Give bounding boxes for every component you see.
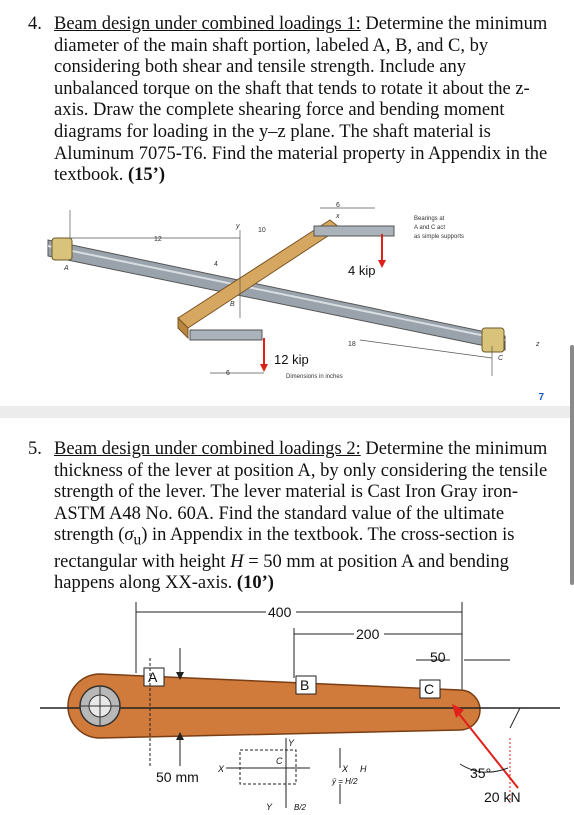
load-label-12kip: 12 kip — [274, 352, 309, 367]
problem-5-body — [54, 439, 548, 595]
scrollbar[interactable] — [570, 345, 574, 585]
dim-12: 12 — [154, 236, 162, 243]
load-arrowhead-12kip — [260, 364, 268, 372]
load-label-4kip: 4 kip — [348, 263, 376, 278]
dim-200: 200 — [356, 626, 380, 642]
dim-50: 50 — [430, 649, 446, 665]
dim-18: 18 — [348, 341, 356, 348]
label-a: A — [64, 265, 69, 272]
label-y: y — [236, 223, 240, 230]
problem-4-number: 4. — [28, 14, 42, 34]
bearing-c — [482, 328, 504, 352]
problem-4-body — [54, 14, 548, 187]
label-h: H — [360, 764, 367, 774]
dim-400: 400 — [268, 604, 292, 620]
dim-6-top: 6 — [336, 202, 340, 209]
bearing-note-3: as simple supports — [414, 234, 465, 240]
label-b: B — [230, 301, 235, 308]
problem-4-text: Determine the minimum diameter of the main shaft portion, labeled A, B, and C, by considering both shear and tensile strength. Include any unbalanced torque on the shaft that tends to rotate it about the z-axis. Draw the complete shearing force and bending moment diagrams for loading in the y–z plane. The shaft material is Aluminum 7075-T6. Find the material property in Appendix in the textbook. — [54, 14, 548, 186]
label-b2: B/2 — [294, 803, 307, 812]
problem-4-points: (15’) — [128, 165, 165, 186]
problem-4-title: Beam design under combined loadings 1: — [54, 14, 361, 34]
bearing-note-1: Bearings at — [414, 216, 445, 222]
label-z: z — [536, 341, 540, 348]
axis-x-left: X — [218, 764, 225, 774]
label-c: C — [424, 681, 435, 697]
bearing-a — [52, 238, 72, 260]
section-centroid-label: C — [276, 756, 283, 766]
page-number: 7 — [538, 392, 544, 403]
problem-4 — [28, 14, 548, 187]
bearing-note-2: A and C act — [414, 225, 446, 231]
label-a: A — [148, 669, 158, 685]
angle-label: 35° — [470, 765, 492, 781]
problem-5-text-2: ) in Appendix in the textbook. The cross-section is rectangular with height — [54, 525, 515, 572]
problem-5-text-1: Determine the minimum thickness of the lever at position A, by only considering the tensile strength of the lever. The lever material is Cast Iron Gray iron-ASTM A48 No. 60A. Find the standard value of the ultimate strength ( — [54, 439, 548, 546]
page-separator — [0, 406, 574, 418]
sigma-symbol: σ — [124, 525, 134, 546]
cross-section-outline — [240, 750, 296, 784]
problem-5-text-3: = 50 mm at position A and bending happens along XX-axis. — [54, 551, 509, 594]
dims-note: Dimensions in inches — [286, 374, 343, 380]
axis-x-right: X — [342, 764, 349, 774]
label-ybar: ȳ = H/2 — [332, 777, 358, 786]
force-tail — [510, 708, 520, 728]
h-symbol: H — [230, 551, 244, 572]
dim-50mm: 50 mm — [156, 769, 199, 785]
label-b: B — [300, 677, 310, 693]
label-x: x — [336, 213, 340, 220]
problem-5-points: (10’) — [236, 573, 274, 594]
force-label: 20 kN — [484, 789, 521, 805]
load-arrowhead-4kip — [378, 260, 386, 268]
problem-5-figure — [40, 598, 560, 813]
lever-body — [68, 674, 480, 738]
label-c: C — [498, 355, 504, 362]
sigma-subscript: u — [133, 532, 142, 550]
arm-lower — [190, 330, 262, 340]
dim-6-bottom: 6 — [226, 370, 230, 377]
axis-y-top: Y — [288, 738, 295, 748]
problem-5-title: Beam design under combined loadings 2: — [54, 439, 361, 459]
problem-5-number: 5. — [28, 439, 42, 459]
problem-5 — [28, 439, 548, 595]
axis-y-bottom: Y — [266, 802, 273, 812]
dim-10: 10 — [258, 227, 266, 234]
problem-4-figure — [30, 198, 550, 393]
dim-4: 4 — [214, 261, 218, 268]
